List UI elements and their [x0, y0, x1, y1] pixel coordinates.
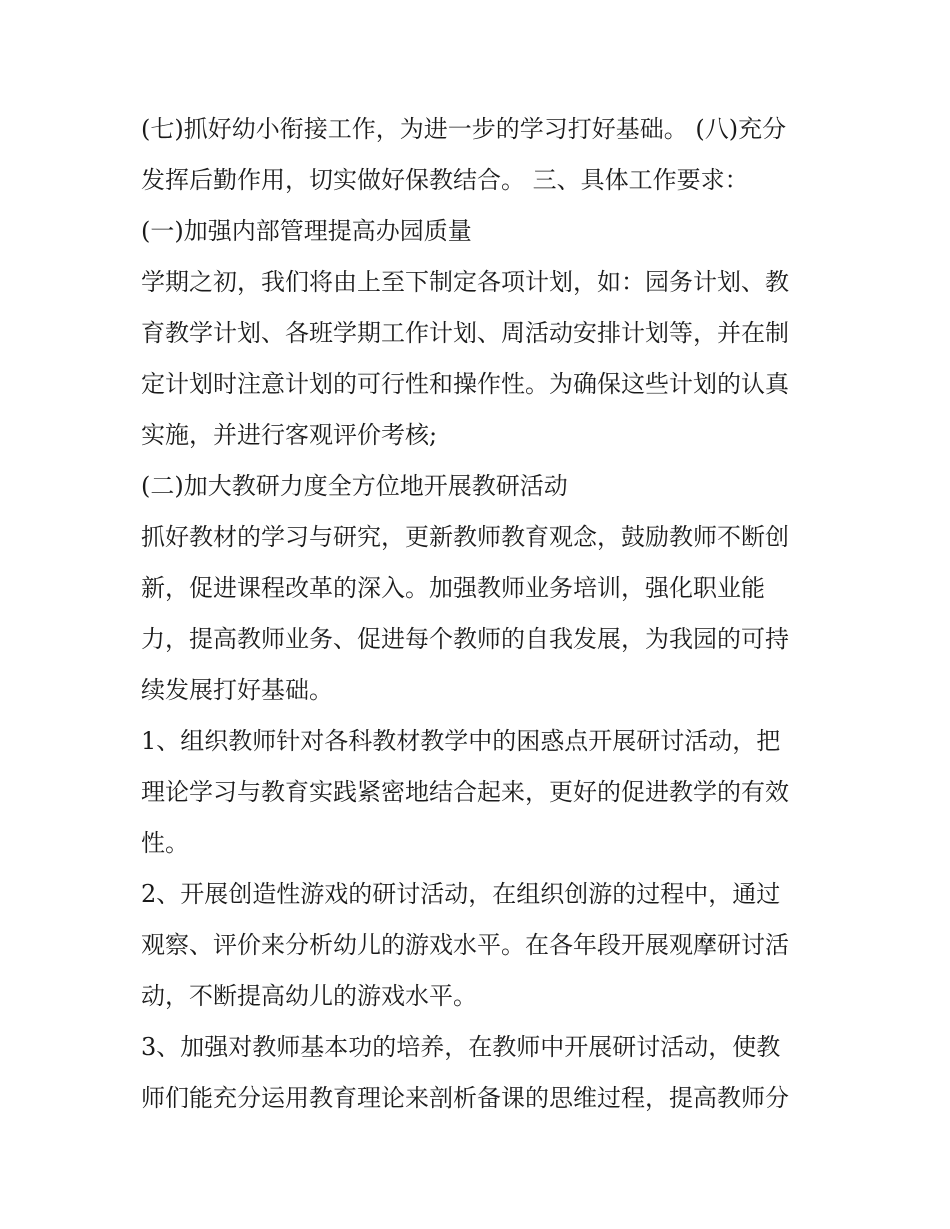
text-line: 抓好教材的学习与研究，更新教师教育观念，鼓励教师不断创: [141, 523, 789, 551]
list-item-text: 动，不断提高幼儿的游戏水平。: [141, 982, 477, 1010]
list-item-text: 理论学习与教育实践紧密地结合起来，更好的促进教学的有效: [141, 778, 789, 806]
text-line: 定计划时注意计划的可行性和操作性。为确保这些计划的认真: [141, 370, 789, 398]
text-line: 实施，并进行客观评价考核;: [141, 421, 438, 449]
text-line: (七)抓好幼小衔接工作，为进一步的学习打好基础。 (八)充分: [141, 115, 787, 143]
text-line: 续发展打好基础。: [141, 676, 333, 704]
list-item-text: 师们能充分运用教育理论来剖析备课的思维过程，提高教师分: [141, 1084, 789, 1112]
list-item-text: 性。: [141, 829, 189, 857]
list-item-text: 3、加强对教师基本功的培养，在教师中开展研讨活动，使教: [141, 1033, 781, 1061]
text-line: 育教学计划、各班学期工作计划、周活动安排计划等，并在制: [141, 319, 789, 347]
document-body: [141, 104, 821, 1124]
text-line: 学期之初，我们将由上至下制定各项计划，如：园务计划、教: [141, 268, 789, 296]
text-line: 新，促进课程改革的深入。加强教师业务培训，强化职业能: [141, 574, 765, 602]
section-heading: (二)加大教研力度全方位地开展教研活动: [141, 472, 568, 500]
text-line: 发挥后勤作用，切实做好保教结合。 三、具体工作要求：: [141, 166, 749, 194]
text-line: 力，提高教师业务、促进每个教师的自我发展，为我园的可持: [141, 625, 789, 653]
list-item-text: 观察、评价来分析幼儿的游戏水平。在各年段开展观摩研讨活: [141, 931, 789, 959]
section-heading: (一)加强内部管理提高办园质量: [141, 217, 472, 245]
list-item-text: 2、开展创造性游戏的研讨活动，在组织创游的过程中，通过: [141, 880, 781, 908]
list-item-text: 1、组织教师针对各科教材教学中的困惑点开展研讨活动，把: [141, 727, 781, 755]
